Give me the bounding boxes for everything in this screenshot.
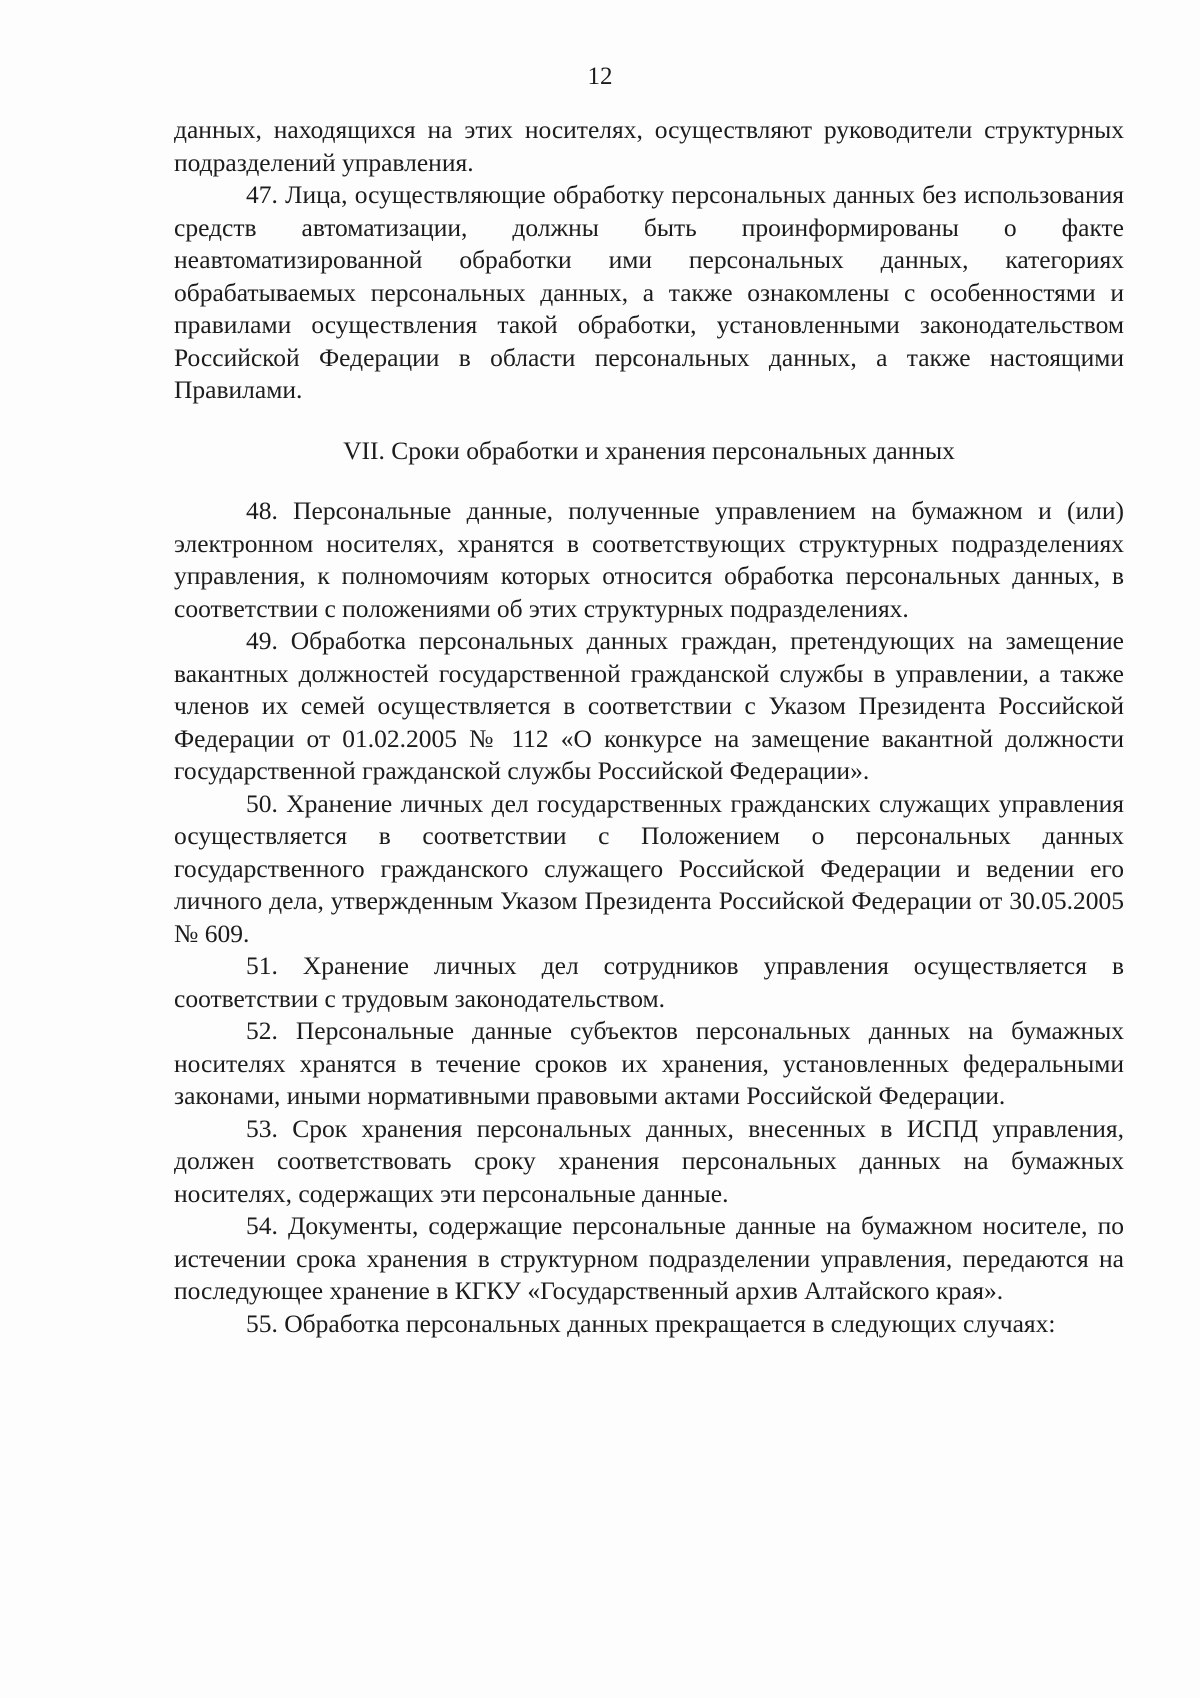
paragraph-50: 50. Хранение личных дел государственных гражданских служащих управления осуществляется в соответствии с Положением о персональных данных государственного гражданского служащего Российской Федерации и ведении его личного дела, утвержденным Указом Президента Российской Федерации от 30.05.2005 № 609. (174, 788, 1124, 948)
paragraph-47: 47. Лица, осуществляющие обработку персональных данных без использования средств автоматизации, должны быть проинформированы о факте неавтоматизированной обработки ими персональных данных, категориях обрабатываемых персональных данных, а также ознакомлены с особенностями и правилами осуществления такой обработки, установленными законодательством Российской Федерации в области персональных данных, а также настоящими Правилами. (174, 180, 1124, 404)
paragraph-49: 49. Обработка персональных данных граждан, претендующих на замещение вакантных должностей государственной гражданской службы в управлении, а также членов их семей осуществляется в соответствии с Указом Президента Российской Федерации от 01.02.2005 № 112 «О конкурсе на замещение вакантной должности государственной гражданской службы Российской Федерации». (174, 626, 1124, 785)
section-title: VII. Сроки обработки и хранения персональных данных (343, 435, 955, 465)
paragraph-55: 55. Обработка персональных данных прекращается в следующих случаях: (246, 1308, 1056, 1338)
paragraph-48: 48. Персональные данные, полученные управлением на бумажном и (или) электронном носителях, хранятся в соответствующих структурных подразделениях управления, к полномочиям которых относится обработка персональных данных, в соответствии с положениями об этих структурных подразделениях. (174, 496, 1124, 623)
paragraph-continuation: данных, находящихся на этих носителях, осуществляют руководители структурных подразделений управления. (174, 115, 1124, 177)
paragraph-51: 51. Хранение личных дел сотрудников управления осуществляется в соответствии с трудовым законодательством. (174, 951, 1124, 1013)
paragraph-54: 54. Документы, содержащие персональные данные на бумажном носителе, по истечении срока хранения в структурном подразделении управления, передаются на последующее хранение в КГКУ «Государственный архив Алтайского края». (174, 1211, 1124, 1305)
page-number: 12 (587, 63, 613, 90)
paragraph-53: 53. Срок хранения персональных данных, внесенных в ИСПД управления, должен соответствовать сроку хранения персональных данных на бумажных носителях, содержащих эти персональные данные. (174, 1113, 1124, 1208)
paragraph-52: 52. Персональные данные субъектов персональных данных на бумажных носителях хранятся в течение сроков их хранения, установленных федеральными законами, иными нормативными правовыми актами Российской Федерации. (174, 1016, 1124, 1110)
document-body (174, 114, 1124, 1340)
